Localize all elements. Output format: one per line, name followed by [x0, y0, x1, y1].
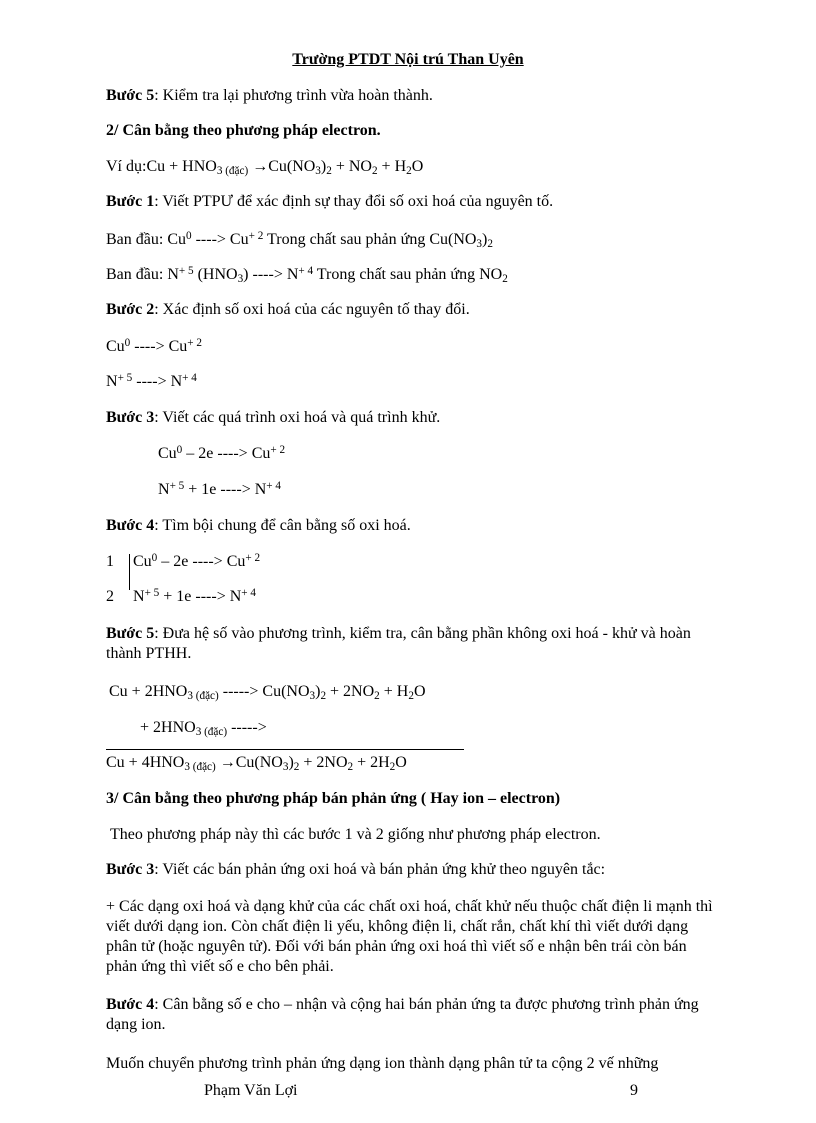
equation-addition: + $2HNO_3$ $_{(đặc)}$ -----> — [140, 719, 267, 738]
multiplier-2: 2 — [106, 588, 114, 605]
step-1: Bước 1: Viết PTPƯ để xác định sự thay đổi số oxi hoá của nguyên tố. — [106, 193, 554, 210]
example-equation: Ví dụ:Cu + $HNO_3$ $_{(đặc)} \to Cu(NO_3)_2 + NO_2 + H_2O$ — [106, 158, 424, 177]
equation-partial: $Cu + 2HNO_3$ $_{(đặc)}$ -----> $Cu(NO_3)_2 + 2NO_2 + H_2O$ — [109, 683, 426, 702]
oxidation-state-cu: Cu$^0$ ----> $Cu^{+ 2}$ — [106, 336, 202, 355]
initial-state-cu: Ban đầu: Cu$^0$ ----> $Cu^{+ 2}$ Trong chất sau phản ứng $Cu(NO_3)_2$ — [106, 229, 493, 250]
oxidation-state-n: $N^{+ 5}$ ----> $N^{+ 4}$ — [106, 371, 197, 390]
multiplied-reduction: $N^{+ 5} + 1e$ ----> $N^{+ 4}$ — [133, 586, 256, 605]
equation-final: $Cu + 4HNO_3$ $_{(đặc)} \to Cu(NO_3)_2 + 2NO_2 + 2H_2O$ — [106, 754, 407, 773]
section-heading-half-reaction: 3/ Cân bằng theo phương pháp bán phản ứng ( Hay ion – electron) — [106, 790, 561, 807]
step-4: Bước 4: Tìm bội chung để cân bằng số oxi hoá. — [106, 517, 411, 534]
step-5-check: Bước 5: Kiểm tra lại phương trình vừa hoàn thành. — [106, 87, 433, 104]
bracket-line — [129, 554, 130, 590]
multiplier-1: 1 — [106, 553, 114, 570]
method-note: Theo phương pháp này thì các bước 1 và 2 giống như phương pháp electron. — [110, 826, 601, 843]
section-heading-electron: 2/ Cân bằng theo phương pháp electron. — [106, 122, 381, 139]
page-header: Trường PTDT Nội trú Than Uyên — [292, 51, 524, 68]
step-2: Bước 2: Xác định số oxi hoá của các nguyên tố thay đổi. — [106, 301, 470, 318]
step-3-half-reaction: Bước 3: Viết các bán phản ứng oxi hoá và bán phản ứng khử theo nguyên tắc: — [106, 861, 606, 878]
step-5-balance: Bước 5: Đưa hệ số vào phương trình, kiểm tra, cân bằng phần không oxi hoá - khử và hoàn thành PTHH. — [106, 625, 691, 662]
rule-paragraph: + Các dạng oxi hoá và dạng khử của các chất oxi hoá, chất khử nếu thuộc chất điện li mạnh thì viết dưới dạng ion. Còn chất điện li yếu, không điện li, chất rắn, chất khí thì viết dưới dạng phân tử (hoặc nguyên tử). Đối với bán phản ứng oxi hoá thì viết số e nhận bên trái còn bán phản ứng thì viết số e cho bên phải. — [106, 898, 713, 975]
footer-author: Phạm Văn Lợi — [204, 1082, 298, 1099]
step-3: Bước 3: Viết các quá trình oxi hoá và quá trình khử. — [106, 409, 441, 426]
initial-state-n: Ban đầu: $N^{+ 5}$ $(HNO_3)$ ----> $N^{+ 4}$ Trong chất sau phản ứng $NO_2$ — [106, 264, 508, 285]
page-number: 9 — [630, 1082, 638, 1099]
step-4-half-reaction: Bước 4: Cân bằng số e cho – nhận và cộng hai bán phản ứng ta được phương trình phản ứng dạng ion. — [106, 996, 699, 1033]
multiplied-oxidation: Cu$^0$ – 2e ----> $Cu^{+ 2}$ — [133, 551, 261, 570]
closing-sentence: Muốn chuyển phương trình phản ứng dạng ion thành dạng phân tử ta cộng 2 vế những — [106, 1055, 659, 1072]
reduction-process: $N^{+ 5} + 1e$ ----> $N^{+ 4}$ — [158, 479, 281, 498]
sum-divider — [106, 749, 464, 750]
oxidation-process: Cu$^0$ – 2e ----> $Cu^{+ 2}$ — [158, 443, 286, 462]
